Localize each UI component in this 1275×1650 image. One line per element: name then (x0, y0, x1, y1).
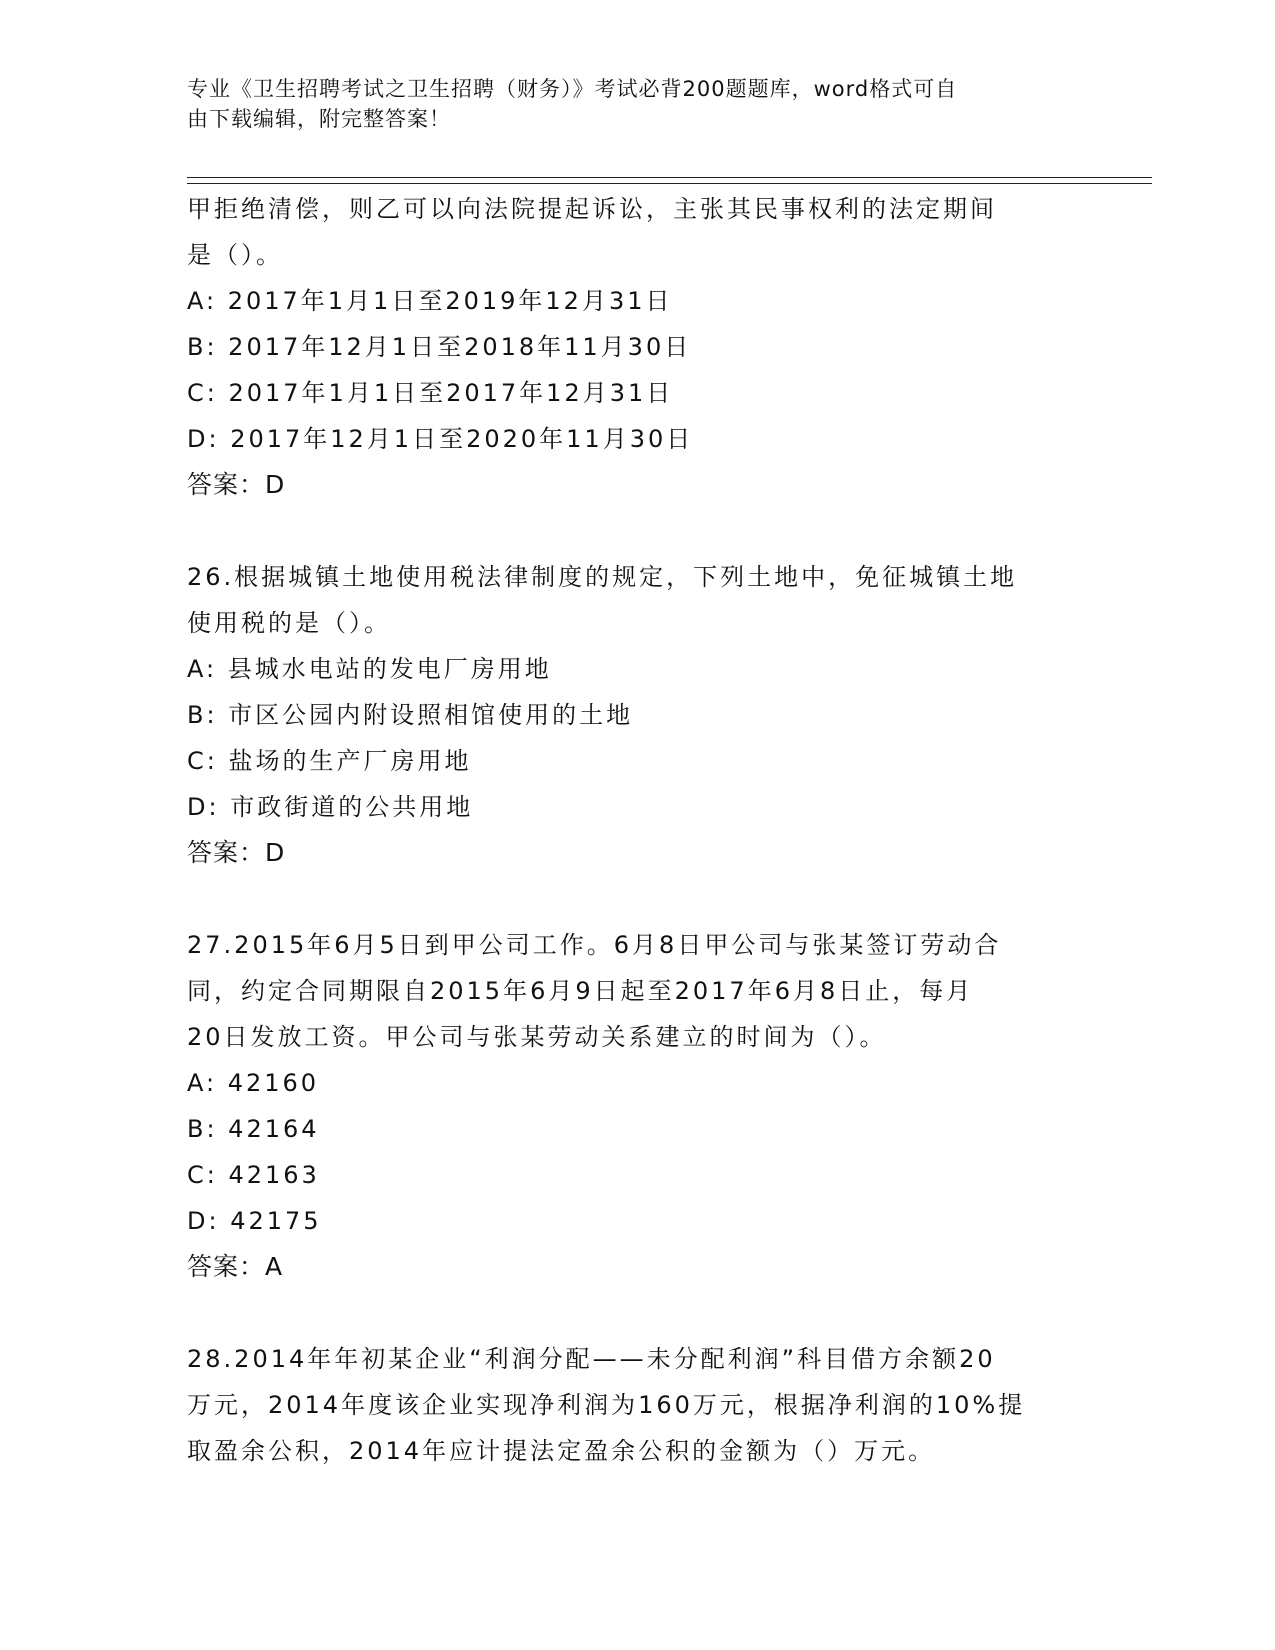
question-stem: 是（）。 (187, 241, 283, 269)
question-stem: 甲拒绝清偿，则乙可以向法院提起诉讼，主张其民事权利的法定期间 (187, 195, 997, 223)
question-27 (187, 922, 1087, 1290)
spacer (187, 508, 1087, 554)
header-title-line1: 专业《卫生招聘考试之卫生招聘（财务）》考试必背200题题库，word格式可自 (187, 77, 958, 101)
answer: 答案：D (187, 470, 286, 499)
question-stem: 28.2014年年初某企业“利润分配——未分配利润”科目借方余额20 (187, 1345, 996, 1373)
option-a: A: 42160 (187, 1069, 320, 1097)
spacer (187, 1290, 1087, 1336)
option-d: D: 市政街道的公共用地 (187, 793, 474, 821)
question-stem: 27.2015年6月5日到甲公司工作。6月8日甲公司与张某签订劳动合 (187, 931, 1002, 959)
option-d: D: 2017年12月1日至2020年11月30日 (187, 425, 694, 453)
question-28 (187, 1336, 1087, 1474)
question-25 (187, 186, 1087, 508)
question-stem: 取盈余公积，2014年应计提法定盈余公积的金额为（）万元。 (187, 1437, 936, 1465)
option-c: C: 盐场的生产厂房用地 (187, 747, 472, 775)
option-c: C: 2017年1月1日至2017年12月31日 (187, 379, 674, 407)
option-b: B: 市区公园内附设照相馆使用的土地 (187, 701, 634, 729)
option-b: B: 42164 (187, 1115, 320, 1143)
option-d: D: 42175 (187, 1207, 322, 1235)
header-title-line2: 由下载编辑，附完整答案！ (187, 107, 451, 131)
answer: 答案：A (187, 1252, 284, 1281)
question-list (187, 186, 1087, 1474)
question-stem: 使用税的是（）。 (187, 609, 391, 637)
question-stem: 万元，2014年度该企业实现净利润为160万元，根据净利润的10%提 (187, 1391, 1026, 1419)
option-c: C: 42163 (187, 1161, 320, 1189)
question-stem: 20日发放工资。甲公司与张某劳动关系建立的时间为（）。 (187, 1023, 887, 1051)
option-a: A: 2017年1月1日至2019年12月31日 (187, 287, 673, 315)
header-divider-bottom (187, 183, 1152, 184)
question-stem: 同，约定合同期限自2015年6月9日起至2017年6月8日止，每月 (187, 977, 974, 1005)
answer: 答案：D (187, 838, 286, 867)
option-a: A: 县城水电站的发电厂房用地 (187, 655, 552, 683)
question-26 (187, 554, 1087, 876)
header-divider-top (187, 177, 1152, 178)
question-stem: 26.根据城镇土地使用税法律制度的规定，下列土地中，免征城镇土地 (187, 563, 1018, 591)
spacer (187, 876, 1087, 922)
document-header (187, 74, 1067, 134)
option-b: B: 2017年12月1日至2018年11月30日 (187, 333, 692, 361)
